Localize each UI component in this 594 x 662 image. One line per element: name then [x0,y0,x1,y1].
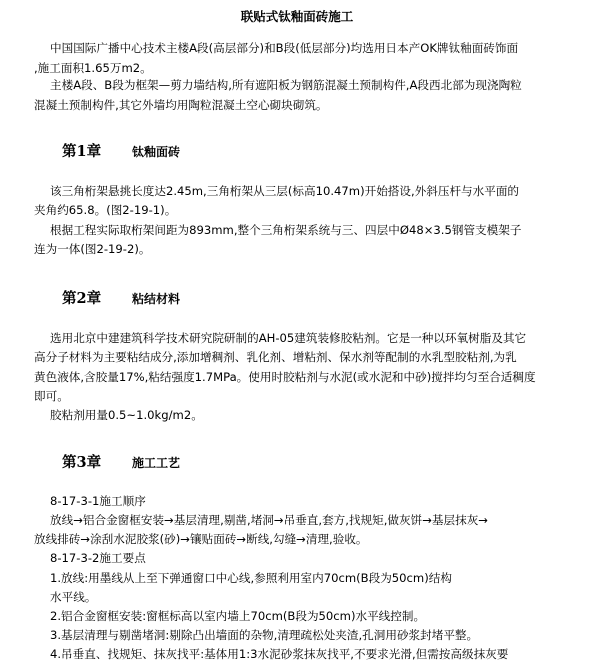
body-line: 选用北京中建建筑科学技术研究院研制的AH-05建筑装修胶粘剂。它是一种以环氧树脂及其它 [50,331,527,345]
body-line: 8-17-3-2施工要点 [50,551,146,565]
chapter-name: 施工工艺 [132,456,181,470]
intro-line: ,施工面积1.65万m2。 [34,61,152,75]
chapter-number: 第3章 [62,454,102,471]
body-line: 胶粘剂用量0.5~1.0kg/m2。 [50,408,203,422]
body-line: 4.吊垂直、找规矩、抹灰找平:基体用1:3水泥砂浆抹灰找平,不要求光滑,但需按高级抹灰要 [50,647,509,661]
intro-line: 混凝土预制构件,其它外墙均用陶粒混凝土空心砌块砌筑。 [34,98,328,112]
chapter-name: 钛釉面砖 [132,145,181,159]
body-line: 黄色液体,含胶量17%,粘结强度1.7MPa。使用时胶粘剂与水泥(或水泥和中砂)搅拌均匀至合适稠度 [34,370,536,384]
body-line: 水平线。 [50,590,97,604]
body-line: 放线→铝合金窗框安装→基层清理,剔凿,堵洞→吊垂直,套方,找规矩,做灰饼→基层抹灰→ [50,513,489,527]
intro-line: 中国国际广播中心技术主楼A段(高层部分)和B段(低层部分)均选用日本产OK牌钛釉面砖饰面 [50,41,519,55]
document-title: 联贴式钛釉面砖施工 [240,9,354,24]
chapter-number: 第2章 [62,290,102,307]
body-line: 1.放线:用墨线从上至下弹通窗口中心线,参照利用室内70cm(B段为50cm)结构 [50,571,452,585]
chapter-1-heading [62,140,180,161]
body-line: 即可。 [34,389,69,403]
chapter-2-heading [62,287,180,308]
body-line: 8-17-3-1施工顺序 [50,494,146,508]
body-line: 放线排砖→涂刮水泥胶浆(砂)→镶贴面砖→断线,勾缝→清理,验收。 [34,532,368,546]
body-line: 2.铝合金窗框安装:窗框标高以室内墙上70cm(B段为50cm)水平线控制。 [50,609,426,623]
body-line: 高分子材料为主要粘结成分,添加增稠剂、乳化剂、增粘剂、保水剂等配制的水乳型胶粘剂,为乳 [34,350,517,364]
body-line: 夹角约65.8。(图2-19-1)。 [34,203,177,217]
chapter-3-heading [62,451,180,472]
chapter-number: 第1章 [62,143,102,160]
body-line: 根据工程实际取桁架间距为893mm,整个三角桁架系统与三、四层中Ø48×3.5钢管支模架子 [50,223,522,237]
body-line: 连为一体(图2-19-2)。 [34,242,151,256]
body-line: 3.基层清理与剔凿堵洞:剔除凸出墙面的杂物,清理疏松处夹渣,孔洞用砂浆封堵平整。 [50,628,479,642]
intro-line: 主楼A段、B段为框架—剪力墙结构,所有遮阳板为钢筋混凝土预制构件,A段西北部为现浇陶粒 [50,78,522,92]
chapter-name: 粘结材料 [132,292,181,306]
body-line: 该三角桁架悬挑长度达2.45m,三角桁架从三层(标高10.47m)开始搭设,外斜压杆与水平面的 [50,184,520,198]
